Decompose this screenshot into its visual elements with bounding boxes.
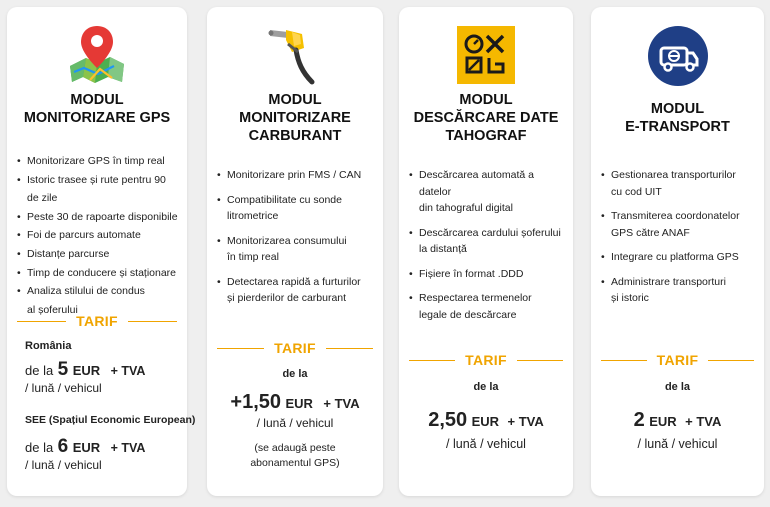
card-title-line: CARBURANT xyxy=(248,128,342,144)
feature-text: Descărcarea automată a datelor xyxy=(419,169,534,198)
divider xyxy=(601,360,647,361)
tarif-label: TARIF xyxy=(465,352,507,368)
price-prefix: de la xyxy=(282,368,308,380)
feature-text: litrometrice xyxy=(227,210,279,222)
feature-list xyxy=(17,152,179,319)
divider xyxy=(517,360,563,361)
feature-text: Monitorizarea consumului xyxy=(227,234,347,247)
card-etransport-module xyxy=(591,7,764,496)
price-tva: + TVA xyxy=(685,414,722,429)
price-line-romania xyxy=(25,359,145,381)
feature-item: • Peste 30 de rapoarte disponibile xyxy=(17,208,179,227)
tarif-label: TARIF xyxy=(274,340,316,356)
divider xyxy=(409,360,455,361)
region-label-romania: România xyxy=(25,340,72,352)
feature-text: legale de descărcare xyxy=(419,308,517,321)
feature-item xyxy=(217,192,375,225)
card-title-line: MODUL xyxy=(70,92,124,108)
price-value: 2,50 xyxy=(428,409,468,431)
feature-text: Administrare transporturi xyxy=(611,275,726,288)
feature-text: la distanță xyxy=(419,243,467,255)
card-title-line: E-TRANSPORT xyxy=(625,119,730,135)
e-transport-truck-icon xyxy=(648,26,708,86)
note-line: abonamentul GPS) xyxy=(250,457,340,469)
price-prefix: de la xyxy=(664,381,691,393)
feature-item: • Istoric trasee și rute pentru 90 de zile xyxy=(17,171,179,208)
feature-text: Detectarea rapidă a furturilor xyxy=(227,275,361,288)
price-currency: EUR xyxy=(471,414,500,429)
feature-text: cu cod UIT xyxy=(611,185,662,198)
note-line: (se adaugă peste xyxy=(254,442,336,454)
card-title xyxy=(399,91,573,145)
feature-text: și pierderilor de carburant xyxy=(227,292,347,304)
card-title-line: MODUL xyxy=(650,101,705,117)
feature-item xyxy=(601,167,756,200)
price-unit: / lună / vehicul xyxy=(256,416,334,430)
price-unit: / lună / vehicul xyxy=(25,458,102,472)
feature-item xyxy=(217,233,375,266)
feature-item xyxy=(217,274,375,307)
price-unit: / lună / vehicul xyxy=(637,437,718,451)
tachograph-icon xyxy=(457,26,515,84)
region-label-see: SEE (Spațiul Economic European) xyxy=(25,414,196,426)
feature-text: Compatibilitate cu sonde xyxy=(227,193,342,206)
price-currency: EUR xyxy=(72,440,101,455)
feature-list xyxy=(217,167,375,307)
feature-text: Descărcarea cardului șoferului xyxy=(419,226,561,239)
tarif-heading xyxy=(217,340,373,356)
price-currency: EUR xyxy=(72,363,101,378)
gps-map-pin-icon xyxy=(64,22,130,88)
price-value: 5 xyxy=(57,359,69,380)
feature-item xyxy=(409,167,565,217)
feature-text: Transmiterea coordonatelor xyxy=(611,210,740,222)
feature-item: • Monitorizare prin FMS / CAN xyxy=(217,167,375,184)
feature-item xyxy=(601,208,756,241)
feature-text: din tahograful digital xyxy=(419,202,513,214)
price-unit: / lună / vehicul xyxy=(25,381,102,395)
feature-text: Respectarea termenelor xyxy=(419,292,532,304)
divider xyxy=(17,321,66,322)
feature-item: • Monitorizare GPS în timp real xyxy=(17,152,179,171)
divider xyxy=(217,348,264,349)
price-tva: + TVA xyxy=(323,396,360,411)
card-title xyxy=(591,100,764,136)
feature-text: Analiza stilului de condus xyxy=(27,285,145,298)
feature-text: al șoferului xyxy=(27,303,78,316)
card-title xyxy=(7,91,187,127)
card-tachograph-module xyxy=(399,7,573,496)
feature-text: Gestionarea transporturilor xyxy=(611,169,736,181)
price-line xyxy=(399,409,573,432)
feature-item: • Distanțe parcurse xyxy=(17,245,179,264)
card-title-line: MONITORIZARE GPS xyxy=(23,110,171,126)
feature-item: • Integrare cu platforma GPS xyxy=(601,249,756,266)
card-title-line: MODUL xyxy=(459,92,513,108)
card-title-line: DESCĂRCARE DATE xyxy=(413,110,559,126)
card-fuel-module xyxy=(207,7,383,496)
fuel-nozzle-icon xyxy=(262,22,328,88)
price-unit: / lună / vehicul xyxy=(446,437,526,451)
feature-item xyxy=(409,290,565,323)
price-line xyxy=(591,409,764,432)
card-title-line: MODUL xyxy=(268,92,322,108)
price-line-see xyxy=(25,436,145,458)
feature-text: GPS către ANAF xyxy=(611,226,690,239)
divider xyxy=(326,348,373,349)
tarif-heading xyxy=(17,313,177,329)
feature-item xyxy=(409,225,565,258)
price-note xyxy=(207,441,383,471)
price-tva: + TVA xyxy=(507,414,544,429)
feature-item xyxy=(601,274,756,307)
price-currency: EUR xyxy=(649,414,677,429)
feature-item: • Timp de conducere și staționare xyxy=(17,264,179,283)
feature-list xyxy=(409,167,565,323)
price-line xyxy=(207,391,383,414)
price-prefix: de la xyxy=(25,363,54,378)
price-value: 6 xyxy=(57,436,69,457)
divider xyxy=(708,360,754,361)
feature-item: • Fișiere în format .DDD xyxy=(409,266,565,283)
card-title-line: MONITORIZARE xyxy=(239,110,351,126)
tarif-label: TARIF xyxy=(76,313,118,329)
tarif-heading xyxy=(601,352,754,368)
tarif-label: TARIF xyxy=(656,352,699,368)
price-value: 2 xyxy=(633,409,645,431)
price-tva: + TVA xyxy=(110,441,146,455)
card-title xyxy=(207,91,383,145)
card-gps-module xyxy=(7,7,196,496)
price-tva: + TVA xyxy=(110,364,146,378)
price-value: +1,50 xyxy=(230,391,281,413)
price-prefix: de la xyxy=(25,440,54,455)
feature-list xyxy=(601,167,756,307)
tarif-heading xyxy=(409,352,563,368)
price-currency: EUR xyxy=(285,396,313,411)
divider xyxy=(128,321,177,322)
feature-text: în timp real xyxy=(227,251,279,263)
feature-item: • Foi de parcurs automate xyxy=(17,226,179,245)
feature-text: și istoric xyxy=(611,292,649,304)
card-title-line: TAHOGRAF xyxy=(445,128,527,144)
price-prefix: de la xyxy=(473,381,499,393)
